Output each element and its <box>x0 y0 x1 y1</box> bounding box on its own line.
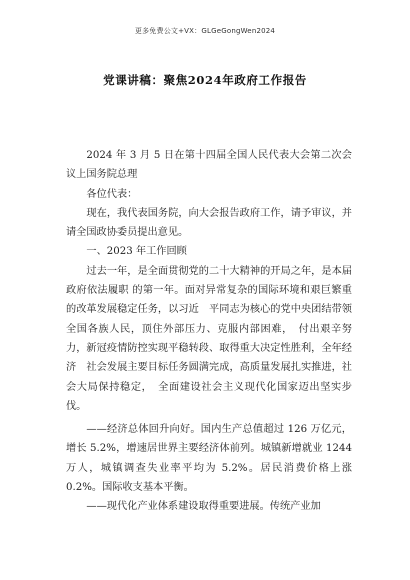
paragraph-date-venue: 2024 年 3 月 5 日在第十四届全国人民代表大会第二次会议上国务院总理 <box>66 150 352 181</box>
paragraph-intro: 现在，我代表国务院，向大会报告政府工作，请予审议，并请全国政协委员提出意见。 <box>66 207 352 239</box>
header-note: 更多免费公文+VX：GLGeGongWen2024 <box>134 27 276 35</box>
paragraph-salutation: 各位代表： <box>86 188 138 200</box>
paragraph-review: 过去一年，是全面贯彻党的二十大精神的开局之年，是本届政府依法履职 的第一年。面对异常复杂的国际环境和艰巨繁重的改革发展稳定任务，以习近 平同志为核心的党中央团结带领全国各族人民，顶住外部压力、克服内部困难， 付出艰辛努力，新冠疫情防控实现平稳转段、取得重大决定性胜利，全年经济 社会发展主要目标任务圆满完成，高质量发展扎实推进，社会大局保持稳定， 全面建设社会主义现代化国家迈出坚实步伐。 <box>66 265 352 412</box>
document-body <box>66 146 352 517</box>
paragraph-economy: ——经济总体回升向好。国内生产总值超过 126 万亿元，增长 5.2%，增速居世界主要经济体前列。城镇新增就业 1244 万人，城镇调查失业率平均为 5.2%。居民消费价格上涨 0.2%。国际收支基本平衡。 <box>66 424 352 494</box>
paragraph-industry: ——现代化产业体系建设取得重要进展。传统产业加 <box>86 501 321 513</box>
page-title: 党课讲稿：聚焦2024年政府工作报告 <box>103 73 307 87</box>
section-heading: 一、2023 年工作回顾 <box>86 246 187 258</box>
